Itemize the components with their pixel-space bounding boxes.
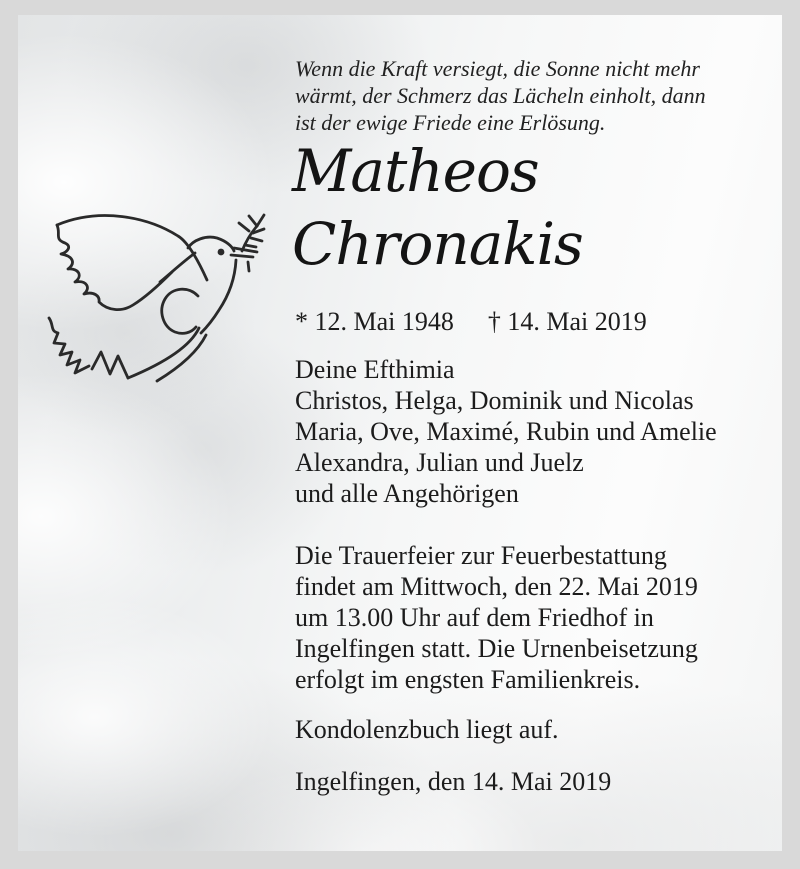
olive-branch-leaf: [249, 216, 257, 226]
death-date: † 14. Mai 2019: [487, 307, 647, 336]
birth-date: * 12. Mai 1948: [295, 307, 454, 336]
funeral-line: findet am Mittwoch, den 22. Mai 2019: [295, 572, 698, 601]
dove-breast: [162, 289, 198, 333]
funeral-line: Ingelfingen statt. Die Urnenbeisetzung: [295, 634, 698, 663]
dove-with-olive-branch-icon: [20, 190, 280, 410]
dove-tail-feathers: [92, 352, 128, 378]
mourner-line: Maria, Ove, Maximé, Rubin und Amelie: [295, 417, 717, 446]
olive-branch-leaf: [251, 238, 262, 241]
funeral-line: erfolgt im engsten Familienkreis.: [295, 665, 641, 694]
deceased-name: [292, 135, 772, 281]
olive-branch-leaf: [248, 262, 249, 271]
quote-line: wärmt, der Schmerz das Lächeln einholt, dann: [295, 83, 706, 108]
dove-wing-scallops: [57, 225, 172, 310]
mourner-line: Christos, Helga, Dominik und Nicolas: [295, 386, 694, 415]
dove-belly: [128, 328, 199, 378]
life-dates: [295, 306, 775, 337]
mourner-line: und alle Angehörigen: [295, 479, 519, 508]
funeral-details: [295, 540, 780, 695]
olive-branch-leaf: [245, 245, 256, 247]
dove-beak: [231, 255, 253, 257]
funeral-line: um 13.00 Uhr auf dem Friedhof in: [295, 603, 654, 632]
dove-beak: [234, 248, 257, 252]
mourner-line: Deine Efthimia: [295, 355, 455, 384]
deceased-first-name: Matheos: [292, 137, 539, 205]
quote-line: Wenn die Kraft versiegt, die Sonne nicht mehr: [295, 56, 700, 81]
dove-wing-top: [57, 216, 207, 280]
place-dateline: Ingelfingen, den 14. Mai 2019: [295, 767, 612, 796]
dove-body: [201, 260, 236, 333]
quote-line: ist der ewige Friede eine Erlösung.: [295, 110, 606, 135]
dove-neck: [160, 253, 195, 282]
dove-eye: [218, 249, 225, 256]
deceased-last-name: Chronakis: [292, 210, 583, 278]
condolence-note: Kondolenzbuch liegt auf.: [295, 715, 559, 744]
olive-branch-leaf: [257, 215, 264, 226]
olive-branch-leaf: [239, 223, 249, 231]
funeral-line: Die Trauerfeier zur Feuerbestattung: [295, 541, 667, 570]
dove-head: [188, 237, 234, 251]
memorial-quote: [295, 55, 765, 136]
dove-tail-inner: [157, 335, 206, 381]
mourner-line: Alexandra, Julian und Juelz: [295, 448, 584, 477]
dove-tail-feathers: [49, 318, 89, 373]
obituary-card: [18, 15, 782, 851]
mourners-list: [295, 354, 780, 509]
